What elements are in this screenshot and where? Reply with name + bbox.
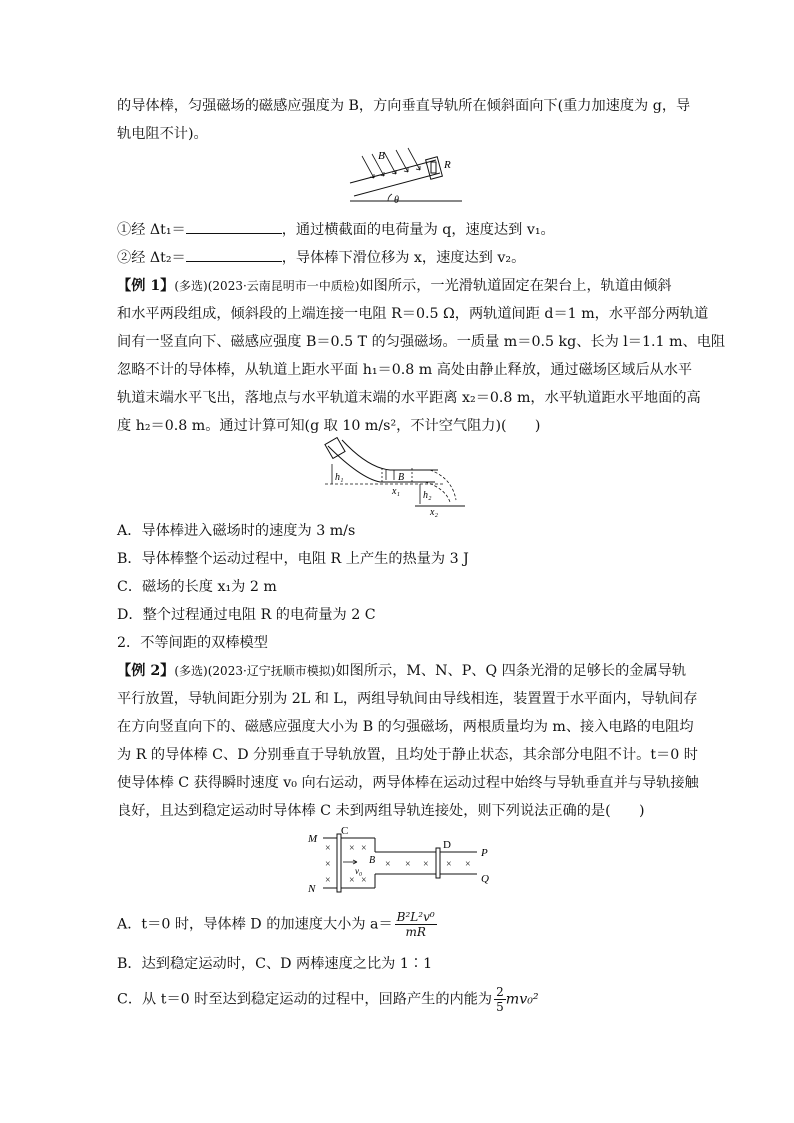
section-heading-2: 2．不等间距的双棒模型: [117, 635, 268, 651]
figure-inclined-rails: [340, 148, 480, 208]
field-cross: ×: [361, 875, 367, 886]
example-2-tag: 【例 2】: [117, 663, 175, 679]
fig2-label-x1: x₁: [392, 486, 400, 497]
example-1-option-c: C．磁场的长度 x₁为 2 m: [117, 579, 277, 595]
fig2-label-x2: x₂: [430, 507, 438, 518]
fig3-label-P: P: [481, 847, 488, 859]
fraction-c: [494, 985, 506, 1014]
example-2-line-2: 平行放置，导轨间距分别为 2L 和 L，两组导轨间由导线相连，装置置于水平面内，导轨间存: [117, 691, 698, 707]
example-1-option-a: A．导体棒进入磁场时的速度为 3 m/s: [117, 523, 356, 539]
example-2-line-6: 良好，且达到稳定运动时导体棒 C 未到两组导轨连接处，则下列说法正确的是( ): [117, 803, 645, 819]
fig1-label-R: R: [444, 159, 451, 171]
fraction-a-denominator: mR: [405, 925, 426, 939]
fig3-label-Q: Q: [481, 873, 489, 885]
fraction-c-denominator: 5: [496, 1000, 504, 1014]
fig1-label-theta: θ: [394, 195, 399, 206]
example-1-tag: 【例 1】: [117, 278, 175, 294]
example-2-option-c-suffix: mv₀²: [505, 991, 539, 1008]
figure-track: [320, 438, 470, 518]
question-1-suffix: ，通过横截面的电荷量为 q，速度达到 v₁。: [281, 222, 555, 238]
answer-blank-2[interactable]: [186, 247, 282, 262]
fig1-label-B: B: [378, 150, 385, 162]
fig3-label-C: C: [341, 825, 349, 837]
example-1-text: 如图所示，一光滑轨道固定在架台上，轨道由倾斜: [359, 278, 672, 294]
fraction-a-numerator: B²L²v⁰: [396, 910, 435, 924]
fig2-label-h1: h₁: [335, 472, 344, 483]
field-cross: ×: [349, 875, 355, 886]
question-2-prefix: ②经 Δt₂＝: [117, 250, 186, 266]
field-cross: ×: [325, 859, 331, 870]
example-2-line-5: 使导体棒 C 获得瞬时速度 v₀ 向右运动，两导体棒在运动过程中始终与导轨垂直并与导轨接触: [117, 775, 699, 791]
field-cross: ×: [349, 843, 355, 854]
fig3-label-v0: v₀: [355, 866, 363, 876]
fraction-c-numerator: 2: [496, 985, 504, 999]
field-cross: ×: [405, 859, 411, 870]
question-2-suffix: ，导体棒下滑位移为 x，速度达到 v₂。: [281, 250, 526, 266]
example-1-source: (多选)(2023·云南昆明市一中质检): [174, 279, 360, 293]
figure-double-rail: [305, 826, 505, 902]
fig3-label-B: B: [369, 855, 376, 866]
example-1-line-4: 忽略不计的导体棒，从轨道上距水平面 h₁＝0.8 m 高处由静止释放，通过磁场区域后从水平: [117, 362, 693, 378]
example-2-line-4: 为 R 的导体棒 C、D 分别垂直于导轨放置，且均处于静止状态，其余部分电阻不计。t＝0 时: [117, 747, 698, 763]
example-2-option-c-text: C．从 t＝0 时至达到稳定运动的过程中，回路产生的内能为: [117, 991, 493, 1008]
example-1-option-d: D．整个过程通过电阻 R 的电荷量为 2 C: [117, 607, 376, 623]
question-1: [117, 216, 679, 244]
fig3-label-D: D: [443, 839, 451, 851]
example-2-text: 如图所示，M、N、P、Q 四条光滑的足够长的金属导轨: [335, 663, 687, 679]
fig3-label-N: N: [308, 883, 316, 895]
example-2-line-1: [117, 657, 687, 685]
example-2-line-3: 在方向竖直向下的、磁感应强度大小为 B 的匀强磁场，两根质量均为 m、接入电路的电阻均: [117, 719, 694, 735]
example-2-option-a-text: A．t＝0 时，导体棒 D 的加速度大小为 a＝: [117, 916, 393, 933]
example-1-line-5: 轨道末端水平飞出，落地点与水平轨道末端的水平距离 x₂＝0.8 m，水平轨道距水平地面的高: [117, 390, 701, 406]
example-1-line-1: [117, 272, 679, 300]
example-1-line-3: 间有一竖直向下、磁感应强度 B＝0.5 T 的匀强磁场。一质量 m＝0.5 kg、长为 l＝1.1 m、电阻: [117, 334, 726, 350]
example-2-option-a: [117, 910, 679, 939]
field-cross: ×: [325, 843, 331, 854]
fraction-a: [395, 910, 437, 939]
field-cross: ×: [465, 859, 471, 870]
field-cross: ×: [361, 843, 367, 854]
field-cross: ×: [423, 859, 429, 870]
fig3-label-M: M: [308, 833, 318, 845]
example-2-option-b: B．达到稳定运动时，C、D 两棒速度之比为 1∶1: [117, 956, 433, 972]
field-cross: ×: [385, 859, 391, 870]
intro-line-2: 轨电阻不计)。: [117, 126, 208, 142]
question-2: [117, 244, 679, 272]
example-1-option-b: B．导体棒整个运动过程中，电阻 R 上产生的热量为 3 J: [117, 551, 469, 567]
example-2-source: (多选)(2023·辽宁抚顺市模拟): [174, 664, 336, 678]
example-1-line-6: 度 h₂＝0.8 m。通过计算可知(g 取 10 m/s²，不计空气阻力)( ): [117, 418, 541, 434]
example-1-line-2: 和水平两段组成，倾斜段的上端连接一电阻 R＝0.5 Ω，两轨道间距 d＝1 m，水平部分两轨道: [117, 306, 709, 322]
field-cross: ×: [446, 859, 452, 870]
question-1-prefix: ①经 Δt₁＝: [117, 222, 186, 238]
field-cross: ×: [325, 875, 331, 886]
fig2-label-B: B: [398, 472, 405, 483]
fig2-label-h2: h₂: [423, 490, 432, 501]
answer-blank-1[interactable]: [186, 219, 282, 234]
intro-line-1: 的导体棒，匀强磁场的磁感应强度为 B，方向垂直导轨所在倾斜面向下(重力加速度为 g，导: [117, 98, 691, 114]
example-2-option-c: [117, 985, 679, 1014]
